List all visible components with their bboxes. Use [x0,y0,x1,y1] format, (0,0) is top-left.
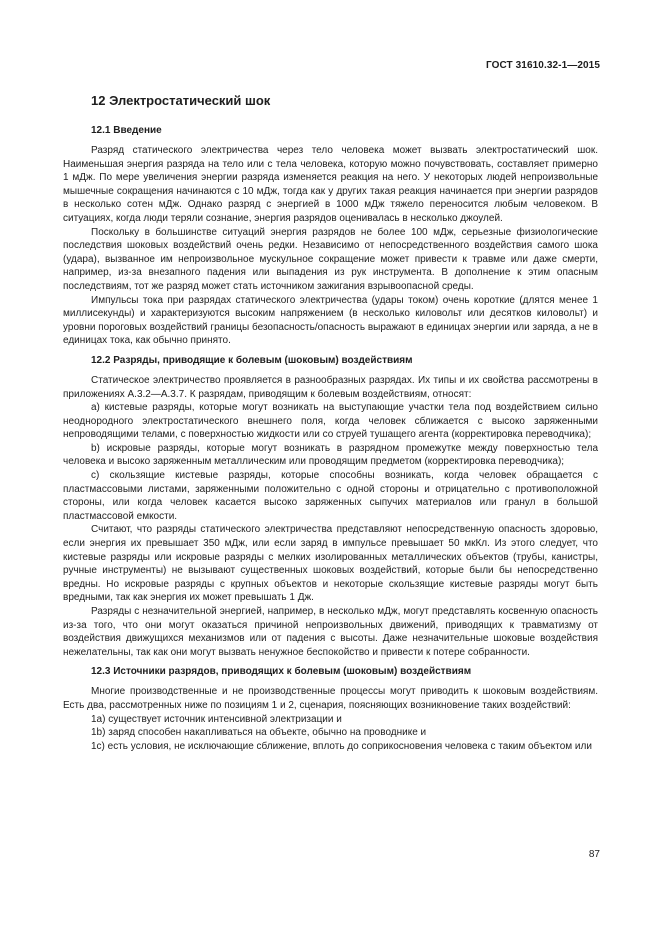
paragraph: Статическое электричество проявляется в разнообразных разрядах. Их типы и их свойства рассмотрены в приложениях А.3.2—А.3.7. К разрядам, приводящим к болевым воздействиям, относят: [63,374,598,400]
paragraph: Разряд статического электричества через тело человека может вызвать электростатический шок. Наименьшая энергия разряда на тело или с тела человека, которую можно почувствовать, составляет примерно 1 мДж. По мере увеличения энергии разряда изменяется реакция на него. У некоторых людей непроизвольные мышечные сокращения начинаются с 10 мДж, тогда как у других такая реакция начинается при энергии разрядов в несколько сотен мДж. Однако разряд с энергией в 1000 мДж тяжело переносится любым человеком. В ситуациях, когда люди теряли сознание, энергия разрядов оценивалась в несколько джоулей. [63,145,598,224]
list-item: 1c) есть условия, не исключающие сближение, вплоть до соприкосновения человека с таким объектом или [91,740,592,752]
paragraph: Поскольку в большинстве ситуаций энергия разрядов не более 100 мДж, серьезные физиологические последствия шоковых воздействий очень редки. Независимо от непосредственного воздействия самого шока (удара), вызванное им непроизвольное мускульное сокращение может привести к травме или даже смерти, например, из-за внезапного падения или выпадения из рук инструмента. В дополнение к этим опасным последствиям, тот же разряд может стать источником зажигания взрывоопасной среды. [63,226,598,292]
list-item: 1а) существует источник интенсивной электризации и [91,713,342,725]
paragraph: Импульсы тока при разрядах статического электричества (удары током) очень короткие (длятся менее 1 миллисекунды) и характеризуются высоким напряжением (в несколько киловольт или десятков киловольт) и уровни пороговых воздействий границы безопасность/опасность выражают в единицах энергии или заряда, а не в единицах тока, как обычно принято. [63,294,598,347]
paragraph: Считают, что разряды статического электричества представляют непосредственную опасность здоровью, если энергия их превышает 350 мДж, или если заряд в импульсе превышает 50 мкКл. Из этого следует, что кистевые разряды или искровые разряды с мелких изолированных металлических объектов (трубы, канистры, ручные инструменты) не вызывают существенных шоковых воздействий, которые были бы непосредственно вредны. Но искровые разряды с крупных объектов и некоторые скользящие кистевые разряды могут быть вредными, так как энергия их может превышать 1 Дж. [63,524,598,604]
list-item: 1b) заряд способен накапливаться на объекте, обычно на проводнике и [91,727,427,739]
subsection-title-12-2: 12.2 Разряды, приводящие к болевым (шоковым) воздействиям [91,354,413,366]
paragraph: Многие производственные и не производственные процессы могут приводить к шоковым воздействиям. Есть два, рассмотренных ниже по позициям 1 и 2, сценария, поясняющих возникновение таких воздействий: [63,686,598,711]
subsection-title-12-1: 12.1 Введение [91,125,162,136]
list-item: a) кистевые разряды, которые могут возникать на выступающие участки тела под воздействием сильно неоднородного электростатического внешнего поля, когда человек сближается с высоко заряженными непроводящими телами, с поверхностью жидкости или со струей тушащего агента (корректировка переводчика); [63,402,598,441]
list-item: b) искровые разряды, которые могут возникать в разрядном промежутке между поверхностью тела человека и высоко заряженным металлическим или проводящим предметом (корректировка переводчика); [63,442,598,468]
list-item: c) скользящие кистевые разряды, которые способны возникать, когда человек обращается с пластмассовыми листами, заряженными положительно с одной стороны и отрицательно с противоположной стороны, или когда человек касается высоко заряженных сыпучих материалов или гранул в большой пластмассовой емкости. [63,470,598,522]
section-title: 12 Электростатический шок [91,93,271,108]
subsection-title-12-3: 12.3 Источники разрядов, приводящих к болевым (шоковым) воздействиям [91,666,472,678]
page-content [63,93,598,753]
paragraph: Разряды с незначительной энергией, например, в несколько мДж, могут представлять косвенную опасность из-за того, что они могут оказаться причиной непроизвольных движений, приводящих к травматизму от воздействия движущихся механизмов или от падения с высоты. Даже незначительные шоковые воздействия нежелательны, так как они могут вызвать ненужное беспокойство и привести к потере собранности. [63,606,598,658]
standard-code-header: ГОСТ 31610.32-1—2015 [485,60,600,71]
page-number: 87 [588,849,600,860]
